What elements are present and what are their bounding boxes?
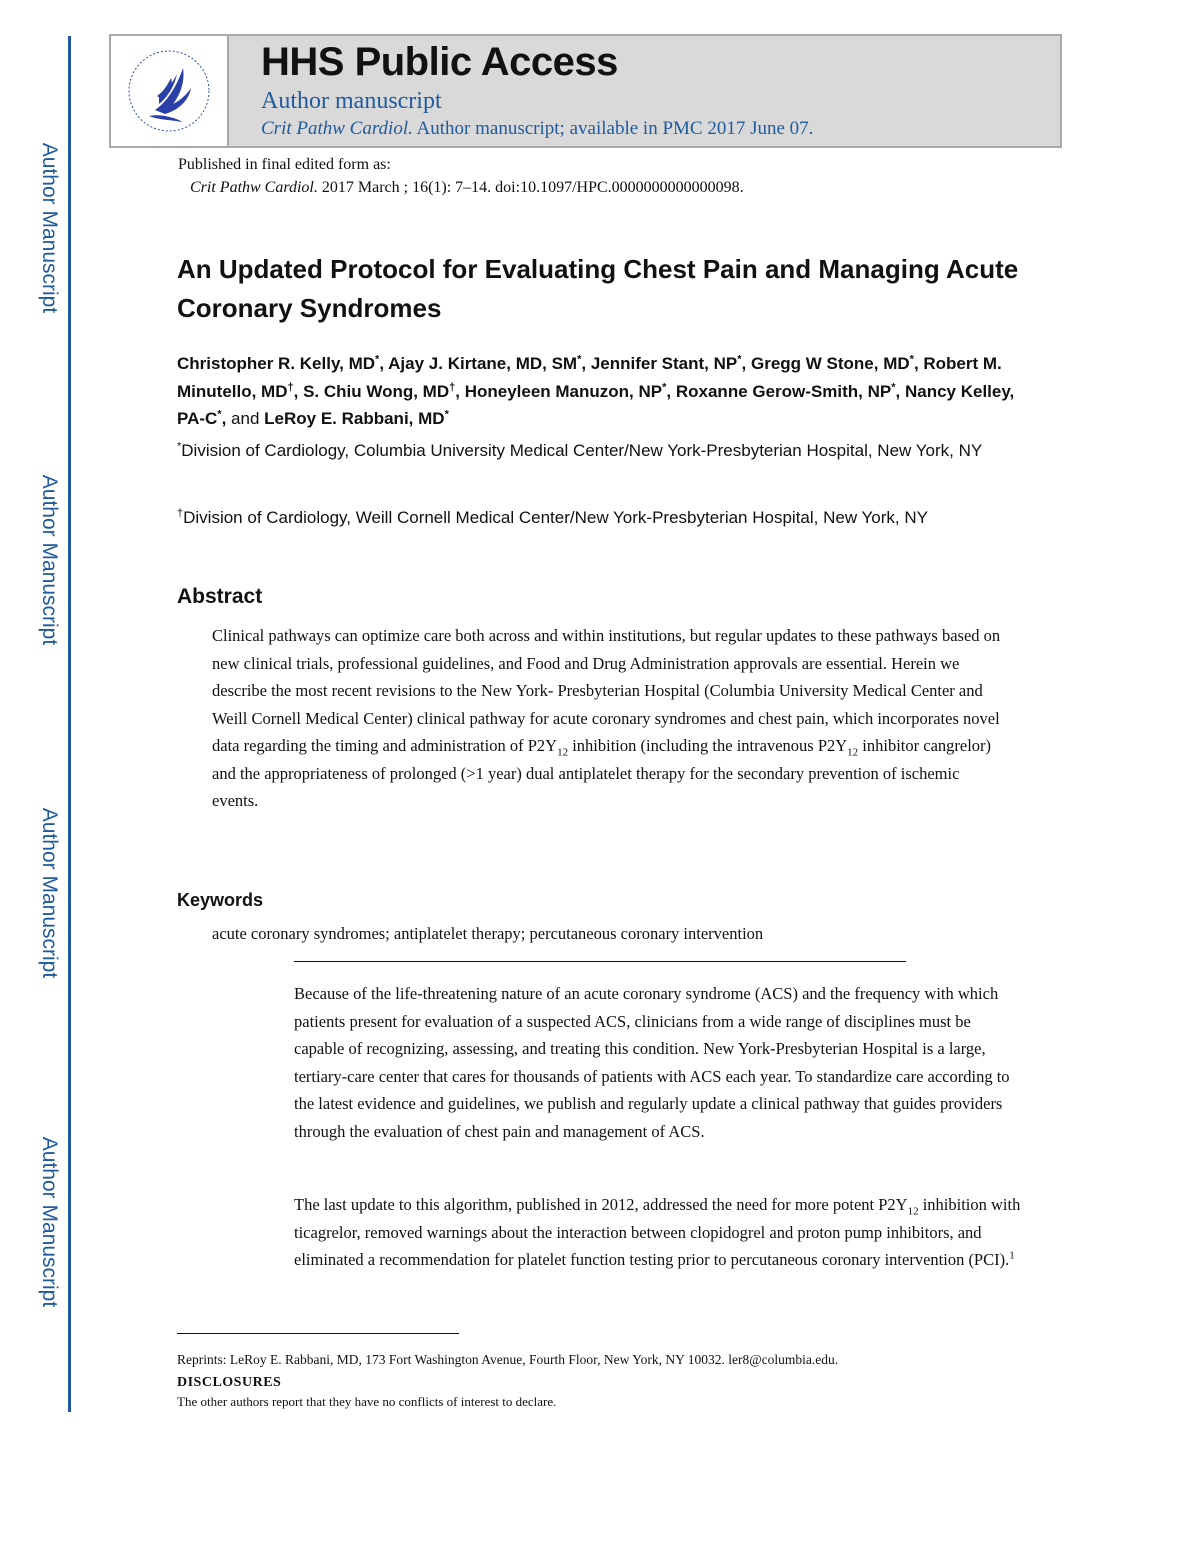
disclosures-heading: DISCLOSURES [177, 1375, 282, 1390]
author: Jennifer Stant, NP [590, 354, 738, 373]
footnote-divider [177, 1333, 459, 1334]
keywords-heading: Keywords [177, 890, 264, 910]
logo-cell [111, 36, 229, 146]
section-divider [294, 961, 906, 962]
disclosures-text: The other authors report that they have no conflicts of interest to declare. [177, 1394, 557, 1409]
author: Christopher R. Kelly, MD [177, 354, 376, 373]
availability-line: Crit Pathw Cardiol. Author manuscript; available in PMC 2017 June 07. [261, 118, 814, 139]
author: Honeyleen Manuzon, NP [464, 381, 663, 401]
author: LeRoy E. Rabbani, MD [264, 409, 445, 428]
author: Gregg W Stone, MD [750, 354, 910, 373]
side-label: Author Manuscript [38, 142, 62, 314]
body-paragraph: The last update to this algorithm, published in 2012, addressed the need for more potent $P2Y_{12}$ inhibition with ticagrelor, removed warnings about the interaction between clopidogrel and proton pump inhibitors, and eliminated a recommendation for platelet function testing prior to percutaneous coronary intervention (PCI).$^1$ [294, 1195, 1021, 1270]
manuscript-label: Author manuscript [261, 88, 442, 114]
author: Nancy Kelley, PA-C [177, 381, 1015, 428]
author: Ajay J. Kirtane, MD, SM [388, 354, 578, 373]
author: Robert M. Minutello, MD [177, 354, 1002, 401]
hhs-header [109, 34, 1062, 148]
body-paragraph: Because of the life-threatening nature of an acute coronary syndrome (ACS) and the frequency with which patients present for evaluation of a suspected ACS, clinicians from a wide range of disciplines must be capable of recognizing, assessing, and treating this condition. New York-Presbyterian Hospital is a large, tertiary-care center that cares for thousands of patients with ACS each year. To standardize care according to the latest evidence and guidelines, we publish and regularly update a clinical pathway that guides providers through the evaluation of chest pain and management of ACS. [294, 984, 1010, 1141]
abstract-text: Clinical pathways can optimize care both across and within institutions, but regular updates to these pathways based on new clinical trials, professional guidelines, and Food and Drug Administration approvals are essential. Herein we describe the most recent revisions to the New York- Presbyterian Hospital (Columbia University Medical Center and Weill Cornell Medical Center) clinical pathway for acute coronary syndromes and chest pain, which incorporates novel data regarding the timing and administration of $P2Y_{12}$ inhibition (including the intravenous $P2Y_{12}$ inhibitor cangrelor) and the appropriateness of prolonged (>1 year) dual antiplatelet therapy for the secondary prevention of ischemic events. [212, 626, 1001, 810]
hhs-eagle-logo-icon [125, 44, 213, 138]
affiliation: †Division of Cardiology, Weill Cornell Medical Center/New York-Presbyterian Hospital, New York, NY [177, 507, 928, 527]
published-label: Published in final edited form as: [178, 156, 391, 173]
side-label: Author Manuscript [38, 807, 62, 979]
citation: Crit Pathw Cardiol. 2017 March ; 16(1): 7–14. doi:10.1097/HPC.0000000000000098. [190, 179, 744, 196]
article-title: An Updated Protocol for Evaluating Chest Pain and Managing Acute Coronary Syndromes [177, 254, 1019, 323]
author: Roxanne Gerow-Smith, NP [675, 381, 892, 401]
author-list: Christopher R. Kelly, MD*, Ajay J. Kirtane, MD, SM*, Jennifer Stant, NP*, Gregg W Stone, MD*, Robert M. Minutello, MD†, S. Chiu Wong, MD†, Honeyleen Manuzon, NP*, Roxanne Gerow-Smith, NP*, Nancy Kelley, PA-C*, and LeRoy E. Rabbani, MD* [177, 353, 1015, 428]
reference-marker: 1 [1009, 1249, 1015, 1262]
side-label: Author Manuscript [38, 1136, 62, 1308]
reprints-note: Reprints: LeRoy E. Rabbani, MD, 173 Fort Washington Avenue, Fourth Floor, New York, NY 10032. ler8@columbia.edu. [177, 1352, 839, 1367]
keywords-text: acute coronary syndromes; antiplatelet therapy; percutaneous coronary intervention [212, 924, 764, 943]
author: S. Chiu Wong, MD [303, 381, 450, 401]
hhs-title: HHS Public Access [261, 40, 618, 84]
side-label: Author Manuscript [38, 474, 62, 646]
affiliation: *Division of Cardiology, Columbia University Medical Center/New York-Presbyterian Hospital, New York, NY [177, 440, 983, 460]
abstract-heading: Abstract [177, 585, 263, 608]
